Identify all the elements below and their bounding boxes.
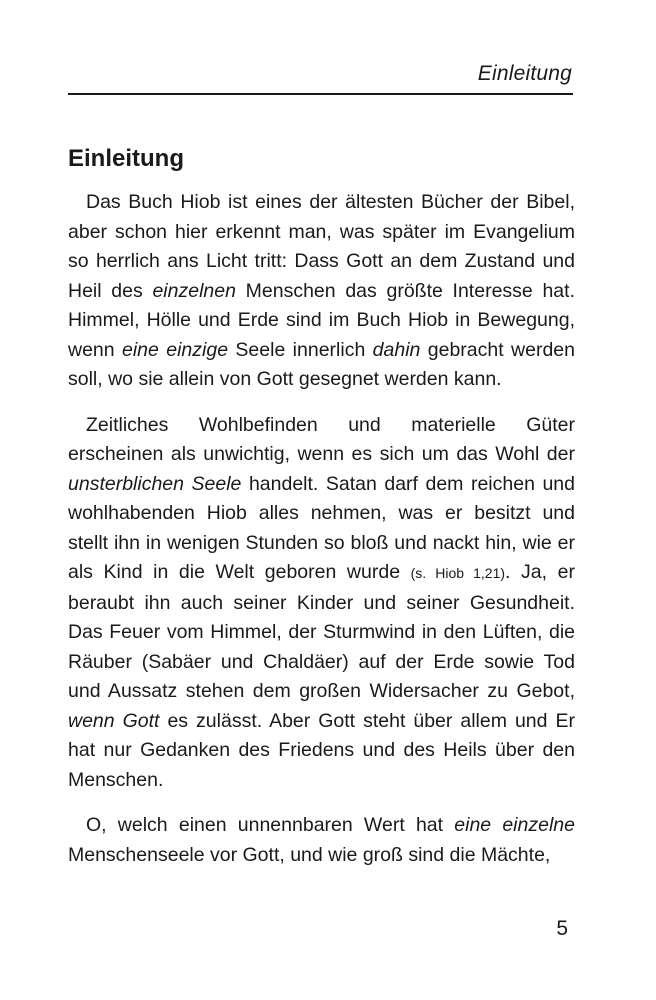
- text-run: Das Buch Hiob ist eines der ältesten Bücher der Bibel, aber schon hier erkennt man, was später im Evangelium so herrlich ans Licht tritt: Dass Gott an dem Zustand und Heil des: [68, 191, 575, 302]
- bible-reference: (s. Hiob 1,21): [410, 565, 506, 581]
- section-heading: Einleitung: [68, 145, 184, 172]
- text-run: . Ja, er beraubt ihn auch seiner Kinder und seiner Gesundheit. Das Feuer vom Himmel, der Sturmwind in den Lüften, die Räuber (Sabäer und Chaldäer) auf der Erde sowie Tod und Aussatz stehen dem großen Widersacher zu Gebot,: [68, 561, 575, 702]
- text-run: gebracht werden soll, wo sie allein von Gott gesegnet werden kann.: [68, 338, 575, 390]
- text-run: O, welch einen unnennbaren Wert hat: [86, 814, 455, 836]
- paragraph-1: [68, 188, 575, 395]
- emphasis-text: unsterblichen Seele: [68, 472, 242, 495]
- paragraph-3: [68, 811, 575, 870]
- paragraph-2: [68, 411, 575, 796]
- text-run: Menschen das größte Interesse hat. Himmel, Hölle und Erde sind im Buch Hiob in Bewegung, wenn: [68, 279, 575, 361]
- body-text: [68, 188, 575, 870]
- running-header: Einleitung: [477, 62, 572, 85]
- page-number: 5: [556, 917, 568, 940]
- emphasis-text: einzelnen: [152, 279, 236, 302]
- emphasis-text: eine einzige: [122, 338, 229, 361]
- text-run: Menschenseele vor Gott, und wie groß sind die Mächte,: [68, 843, 551, 866]
- header-rule: [68, 93, 573, 95]
- text-run: es zulässt. Aber Gott steht über allem und Er hat nur Gedanken des Friedens und des Heils über den Menschen.: [68, 709, 575, 791]
- emphasis-text: wenn Gott: [68, 709, 160, 732]
- emphasis-text: eine einzelne: [454, 814, 575, 836]
- text-run: Zeitliches Wohlbefinden und materielle Güter erscheinen als unwichtig, wenn es sich um das Wohl der: [68, 413, 575, 465]
- text-run: Seele innerlich: [228, 338, 373, 361]
- text-run: handelt. Satan darf dem reichen und wohlhabenden Hiob alles nehmen, was er besitzt und stellt ihn in wenigen Stunden so bloß und nackt hin, wie er als Kind in die Welt geboren wurde: [68, 472, 575, 583]
- emphasis-text: dahin: [372, 338, 421, 361]
